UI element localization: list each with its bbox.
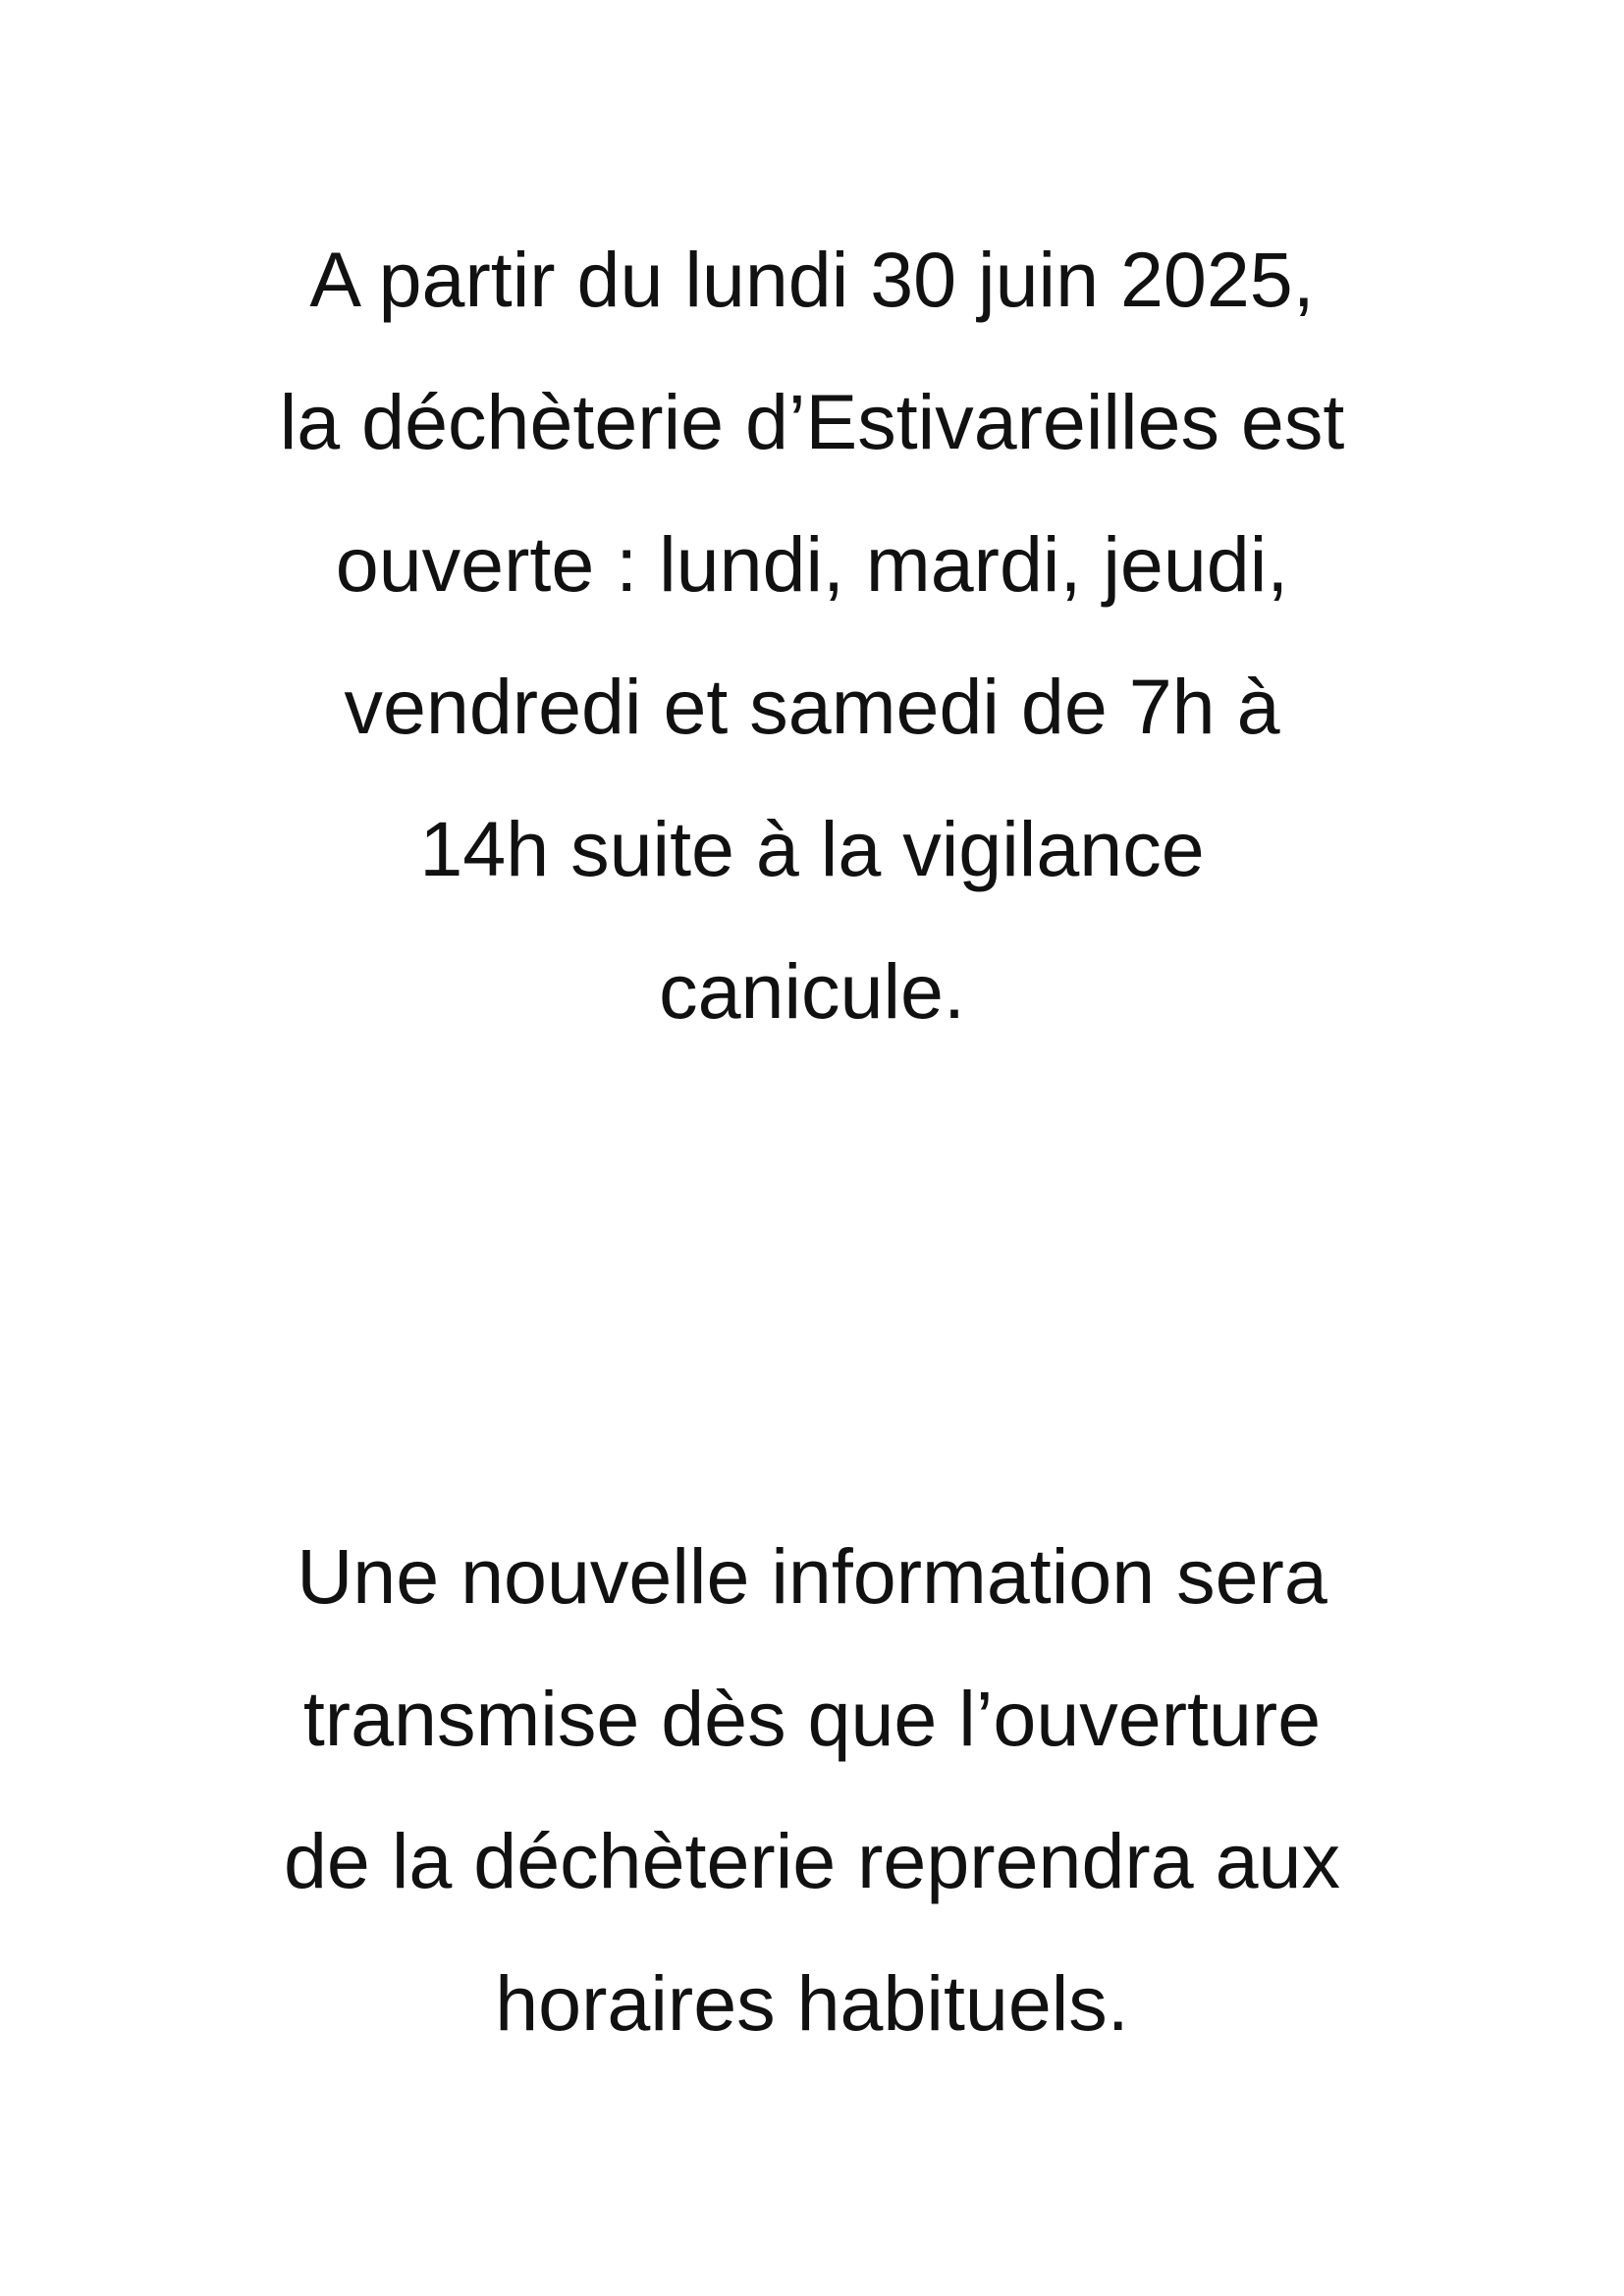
notice-line: canicule.	[659, 947, 965, 1035]
notice-line: A partir du lundi 30 juin 2025,	[309, 236, 1315, 323]
notice-line: la déchèterie d’Estivareilles est	[279, 378, 1345, 465]
notice-line: vendredi et samedi de 7h à	[344, 663, 1280, 750]
notice-line: transmise dès que l’ouverture	[302, 1675, 1322, 1762]
notice-line: 14h suite à la vigilance	[419, 805, 1205, 892]
notice-line: ouverte : lundi, mardi, jeudi,	[335, 520, 1289, 608]
notice-line: Une nouvelle information sera	[297, 1532, 1327, 1620]
notice-line: horaires habituels.	[495, 1959, 1129, 2047]
notice-line: de la déchèterie reprendra aux	[284, 1817, 1340, 1904]
notice-paragraph-update-info	[0, 1505, 1624, 2074]
notice-paragraph-opening-hours	[0, 208, 1624, 1062]
